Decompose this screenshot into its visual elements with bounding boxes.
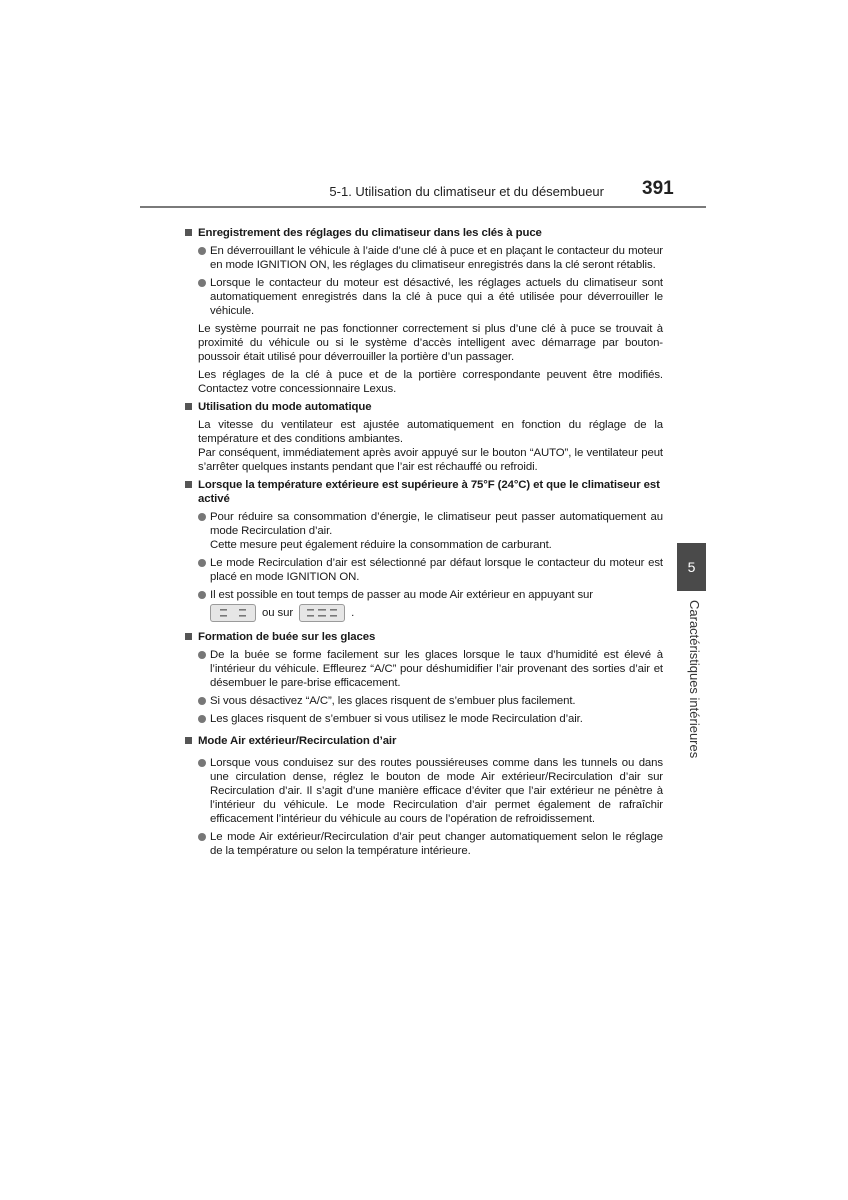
outside-air-mode-icon: [210, 604, 256, 622]
paragraph: Par conséquent, immédiatement après avoir appuyé sur le bouton “AUTO”, le ventilateur peut s’arrêter quelques instants pendant que l’air est réchauffé ou refroidi.: [198, 447, 663, 473]
section-title-text: Enregistrement des réglages du climatiseur dans les clés à puce: [198, 227, 542, 239]
chapter-tab: [677, 543, 706, 591]
list-item: [185, 244, 663, 272]
square-bullet-icon: [185, 633, 192, 640]
list-item: [185, 648, 663, 690]
list-item: [185, 756, 663, 826]
section-title-text: Lorsque la température extérieure est supérieure à 75°F (24°C) et que le climatiseur est activé: [198, 479, 660, 505]
round-bullet-icon: [198, 833, 206, 841]
paragraph: Le système pourrait ne pas fonctionner correctement si plus d’une clé à puce se trouvait à proximité du véhicule ou si le système d’accès intelligent avec démarrage par bouton-poussoir était utilisé pour déverrouiller la portière d’un passager.: [198, 323, 663, 363]
section-title: [185, 734, 663, 748]
or-text: ou sur: [262, 607, 294, 619]
section-air-mode: [185, 734, 663, 858]
square-bullet-icon: [185, 481, 192, 488]
round-bullet-icon: [198, 697, 206, 705]
section-fogging: [185, 630, 663, 726]
round-bullet-icon: [198, 759, 206, 767]
page-content: [185, 226, 663, 862]
page-number: 391: [642, 178, 674, 199]
round-bullet-icon: [198, 591, 206, 599]
round-bullet-icon: [198, 651, 206, 659]
list-item-text: Lorsque vous conduisez sur des routes poussiéreuses comme dans les tunnels ou dans une circulation dense, réglez le bouton de mode Air extérieur/Recirculation d’air sur Recirculation d’air. Il s’agit d’une manière efficace d’éviter que l’air extérieur ne pénètre à l’intérieur du véhicule. Le mode Recirculation d’air permet également de rafraîchir efficacement l’intérieur du véhicule au cours de l’opération de refroidissement.: [210, 757, 663, 825]
list-item-text: De la buée se forme facilement sur les glaces lorsque le taux d’humidité est élevé à l’intérieur du véhicule. Effleurez “A/C” pour déshumidifier l’air provenant des sorties d’air et désembuer le pare-brise efficacement.: [210, 649, 663, 689]
round-bullet-icon: [198, 279, 206, 287]
button-illustration-row: [185, 604, 663, 622]
list-item: [185, 510, 663, 552]
chapter-number: 5: [687, 559, 696, 575]
list-item: [185, 276, 663, 318]
section-title: [185, 226, 663, 240]
list-item-text: Si vous désactivez “A/C”, les glaces risquent de s’embuer plus facilement.: [210, 695, 576, 707]
list-item-text: Cette mesure peut également réduire la consommation de carburant.: [210, 539, 552, 551]
section-auto-mode: [185, 400, 663, 474]
outside-air-mode-alt-icon: [299, 604, 345, 622]
list-item: [185, 712, 663, 726]
square-bullet-icon: [185, 403, 192, 410]
section-title: [185, 400, 663, 414]
section-high-temperature: [185, 478, 663, 622]
list-item-text: En déverrouillant le véhicule à l’aide d’une clé à puce et en plaçant le contacteur du moteur en mode IGNITION ON, les réglages du climatiseur enregistrés dans la clé seront rétablis.: [210, 245, 663, 271]
list-item-text: Le mode Recirculation d’air est sélectionné par défaut lorsque le contacteur du moteur est placé en mode IGNITION ON.: [210, 557, 663, 583]
header-title: 5-1. Utilisation du climatiseur et du désembueur: [329, 184, 604, 199]
list-item-text: Lorsque le contacteur du moteur est désactivé, les réglages actuels du climatiseur sont automatiquement enregistrés dans la clé à puce qui a été utilisée pour déverrouiller le véhicule.: [210, 277, 663, 317]
period-text: .: [351, 607, 355, 619]
section-key-settings: [185, 226, 663, 396]
list-item-text: Les glaces risquent de s’embuer si vous utilisez le mode Recirculation d’air.: [210, 713, 583, 725]
square-bullet-icon: [185, 737, 192, 744]
list-item: [185, 556, 663, 584]
list-item-text: Pour réduire sa consommation d’énergie, le climatiseur peut passer automatiquement au mode Recirculation d’air.: [210, 511, 663, 537]
round-bullet-icon: [198, 247, 206, 255]
section-title-text: Mode Air extérieur/Recirculation d’air: [198, 735, 397, 747]
round-bullet-icon: [198, 559, 206, 567]
list-item: [185, 694, 663, 708]
section-title: [185, 478, 663, 506]
section-title-text: Utilisation du mode automatique: [198, 401, 372, 413]
section-title: [185, 630, 663, 644]
list-item-text: Il est possible en tout temps de passer au mode Air extérieur en appuyant sur: [210, 589, 593, 601]
paragraph: La vitesse du ventilateur est ajustée automatiquement en fonction du réglage de la température et des conditions ambiantes.: [198, 419, 663, 445]
header-rule: [140, 206, 706, 208]
section-title-text: Formation de buée sur les glaces: [198, 631, 376, 643]
chapter-label: Caractéristiques intérieures: [687, 600, 702, 759]
list-item: [185, 588, 663, 602]
list-item-text: Le mode Air extérieur/Recirculation d’air peut changer automatiquement selon le réglage de la température ou selon la température intérieure.: [210, 831, 663, 857]
round-bullet-icon: [198, 715, 206, 723]
round-bullet-icon: [198, 513, 206, 521]
paragraph: Les réglages de la clé à puce et de la portière correspondante peuvent être modifiés. Contactez votre concessionnaire Lexus.: [198, 369, 663, 395]
list-item: [185, 830, 663, 858]
square-bullet-icon: [185, 229, 192, 236]
